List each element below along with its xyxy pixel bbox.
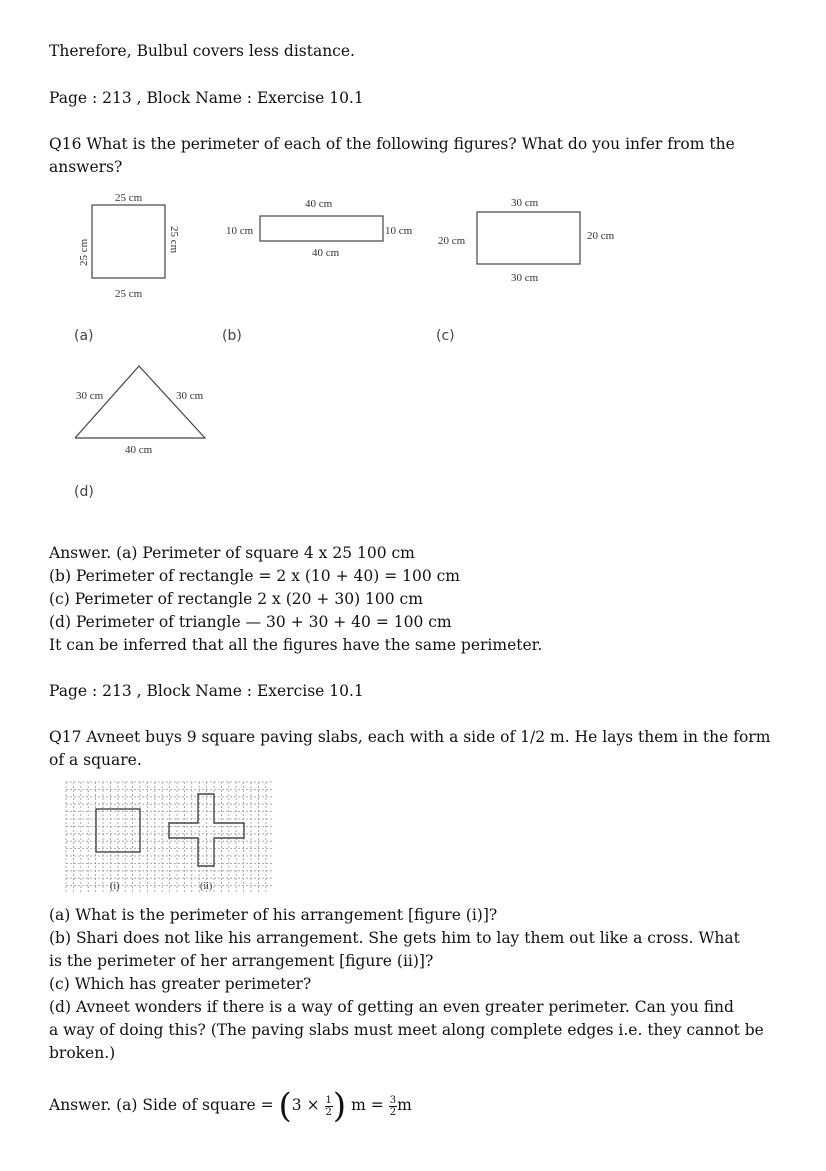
answer-d: (d) Perimeter of triangle — 30 + 30 + 40 = 100 cm bbox=[49, 613, 452, 631]
figure-a-top-label: 25 cm bbox=[115, 192, 143, 204]
figure-d-right-label: 30 cm bbox=[176, 390, 204, 402]
side-formula bbox=[278, 1086, 412, 1126]
math-three: 3 bbox=[291, 1096, 302, 1114]
figures-abc bbox=[60, 186, 660, 356]
figure-d-left-label: 30 cm bbox=[76, 390, 104, 402]
frac-num: 1 bbox=[325, 1094, 332, 1106]
answer-b: (b) Perimeter of rectangle = 2 x (10 + 40) = 100 cm bbox=[49, 567, 460, 585]
math-unit: m bbox=[351, 1096, 366, 1114]
inference: It can be inferred that all the figures have the same perimeter. bbox=[49, 636, 543, 654]
question-17d: (d) Avneet wonders if there is a way of getting an even greater perimeter. Can you find bbox=[49, 998, 734, 1016]
right-paren: ) bbox=[332, 1086, 347, 1126]
figure-c-bottom-label: 30 cm bbox=[511, 272, 539, 284]
fraction-result bbox=[389, 1095, 397, 1118]
question-17a: (a) What is the perimeter of his arrangement [figure (i)]? bbox=[49, 906, 498, 924]
fraction-half bbox=[325, 1095, 333, 1118]
math-equals: = bbox=[370, 1096, 384, 1114]
page-reference: Page : 213 , Block Name : Exercise 10.1 bbox=[49, 89, 364, 107]
figure-c-rectangle bbox=[436, 197, 615, 344]
question-17b-cont: is the perimeter of her arrangement [figure (ii)]? bbox=[49, 952, 434, 970]
question-17c: (c) Which has greater perimeter? bbox=[49, 975, 312, 993]
figure-a-bottom-label: 25 cm bbox=[115, 288, 143, 300]
figure-c-caption: (c) bbox=[436, 328, 455, 344]
left-paren: ( bbox=[278, 1086, 292, 1126]
figure-a-left-label: 25 cm bbox=[78, 238, 90, 266]
figure-b-right-label: 10 cm bbox=[385, 225, 413, 237]
page-reference: Page : 213 , Block Name : Exercise 10.1 bbox=[49, 682, 364, 700]
frac-den: 2 bbox=[325, 1106, 332, 1118]
text-line: Therefore, Bulbul covers less distance. bbox=[49, 42, 355, 60]
answer-c: (c) Perimeter of rectangle 2 x (20 + 30) 100 cm bbox=[49, 590, 423, 608]
answer-17a bbox=[49, 1086, 412, 1126]
figure-c-top-label: 30 cm bbox=[511, 197, 539, 209]
figure-c-left-label: 20 cm bbox=[438, 235, 466, 247]
question-16: Q16 What is the perimeter of each of the following figures? What do you infer from the answers? bbox=[49, 135, 735, 176]
answer-17a-prefix: Answer. (a) Side of square = bbox=[49, 1096, 274, 1114]
figure-b-caption: (b) bbox=[222, 328, 242, 344]
figure-b-bottom-label: 40 cm bbox=[312, 247, 340, 259]
figure-d-triangle bbox=[60, 360, 260, 505]
figure-ii-caption: (ii) bbox=[200, 881, 213, 892]
question-17d-cont: broken.) bbox=[49, 1044, 116, 1062]
figure-d-caption: (d) bbox=[74, 484, 94, 500]
frac-num: 3 bbox=[389, 1094, 397, 1106]
frac-den: 2 bbox=[389, 1106, 397, 1118]
figure-i-caption: (i) bbox=[110, 881, 120, 892]
figure-b-left-label: 10 cm bbox=[226, 225, 254, 237]
grid-figure bbox=[64, 780, 276, 896]
answer-a: Answer. (a) Perimeter of square 4 x 25 100 cm bbox=[49, 544, 415, 562]
figure-b-rectangle bbox=[222, 198, 413, 344]
figure-a-square bbox=[74, 192, 180, 344]
question-17b: (b) Shari does not like his arrangement. She gets him to lay them out like a cross. What bbox=[49, 929, 740, 947]
question-17d-cont: a way of doing this? (The paving slabs must meet along complete edges i.e. they cannot be bbox=[49, 1021, 764, 1039]
figure-d-base-label: 40 cm bbox=[125, 444, 153, 456]
math-unit: m bbox=[397, 1096, 412, 1114]
figure-a-right-label: 25 cm bbox=[168, 226, 180, 254]
question-17: Q17 Avneet buys 9 square paving slabs, each with a side of 1/2 m. He lays them in the form of a square. bbox=[49, 728, 771, 769]
figure-a-caption: (a) bbox=[74, 328, 94, 344]
figure-c-right-label: 20 cm bbox=[587, 230, 615, 242]
math-times: × bbox=[306, 1096, 320, 1114]
figure-b-top-label: 40 cm bbox=[305, 198, 333, 210]
